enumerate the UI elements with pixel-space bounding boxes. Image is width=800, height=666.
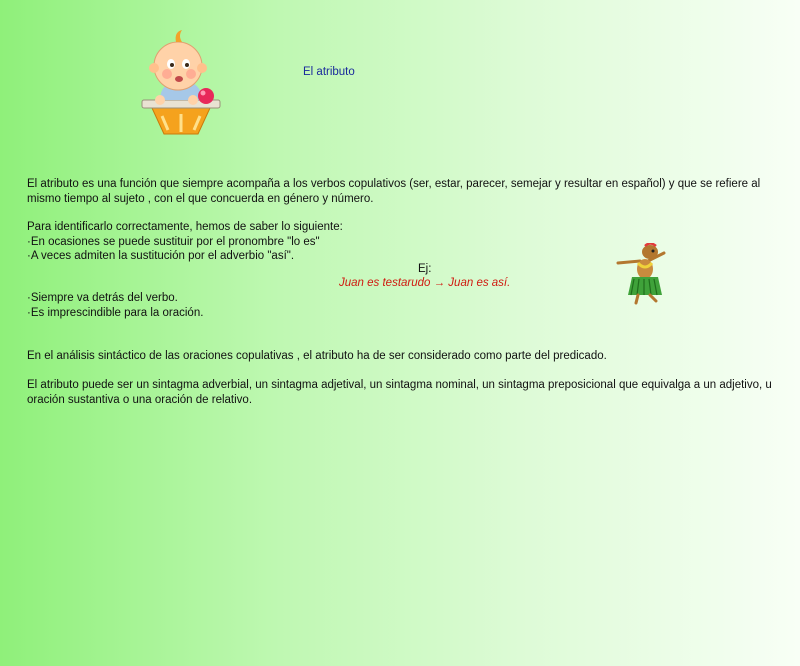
- intro-line-2: mismo tiempo al sujeto , con el que concuerda en género y número.: [27, 192, 374, 205]
- types-line-1: El atributo puede ser un sintagma adverbial, un sintagma adjetival, un sintagma nominal, un sintagma preposicional que equivalga a un adjetivo, u: [27, 379, 772, 391]
- example-text: Juan es testarudo → Juan es así.: [339, 277, 511, 289]
- baby-highchair-icon: [138, 30, 224, 136]
- example-label: Ej:: [418, 263, 432, 275]
- page-title: El atributo: [303, 66, 355, 78]
- identify-heading: Para identificarlo correctamente, hemos de saber lo siguiente:: [27, 221, 343, 233]
- types-paragraph: [27, 378, 800, 407]
- intro-paragraph: [27, 177, 800, 206]
- identify-item: ·A veces admiten la sustitución por el adverbio "así".: [27, 250, 295, 262]
- analysis-paragraph: En el análisis sintáctico de las oraciones copulativas , el atributo ha de ser considerado como parte del predicado.: [27, 350, 607, 362]
- intro-line-1: El atributo es una función que siempre acompaña a los verbos copulativos (ser, estar, parecer, semejar y resultar en español) y que se refiere al: [27, 178, 761, 190]
- rule-item: ·Siempre va detrás del verbo.: [27, 292, 178, 304]
- identify-section: [27, 220, 800, 264]
- identify-item: ·En ocasiones se puede sustituir por el pronombre "lo es": [27, 235, 320, 248]
- more-items-section: [27, 291, 800, 320]
- rule-item: ·Es imprescindible para la oración.: [27, 306, 204, 319]
- types-line-2: oración sustantiva o una oración de relativo.: [27, 393, 253, 406]
